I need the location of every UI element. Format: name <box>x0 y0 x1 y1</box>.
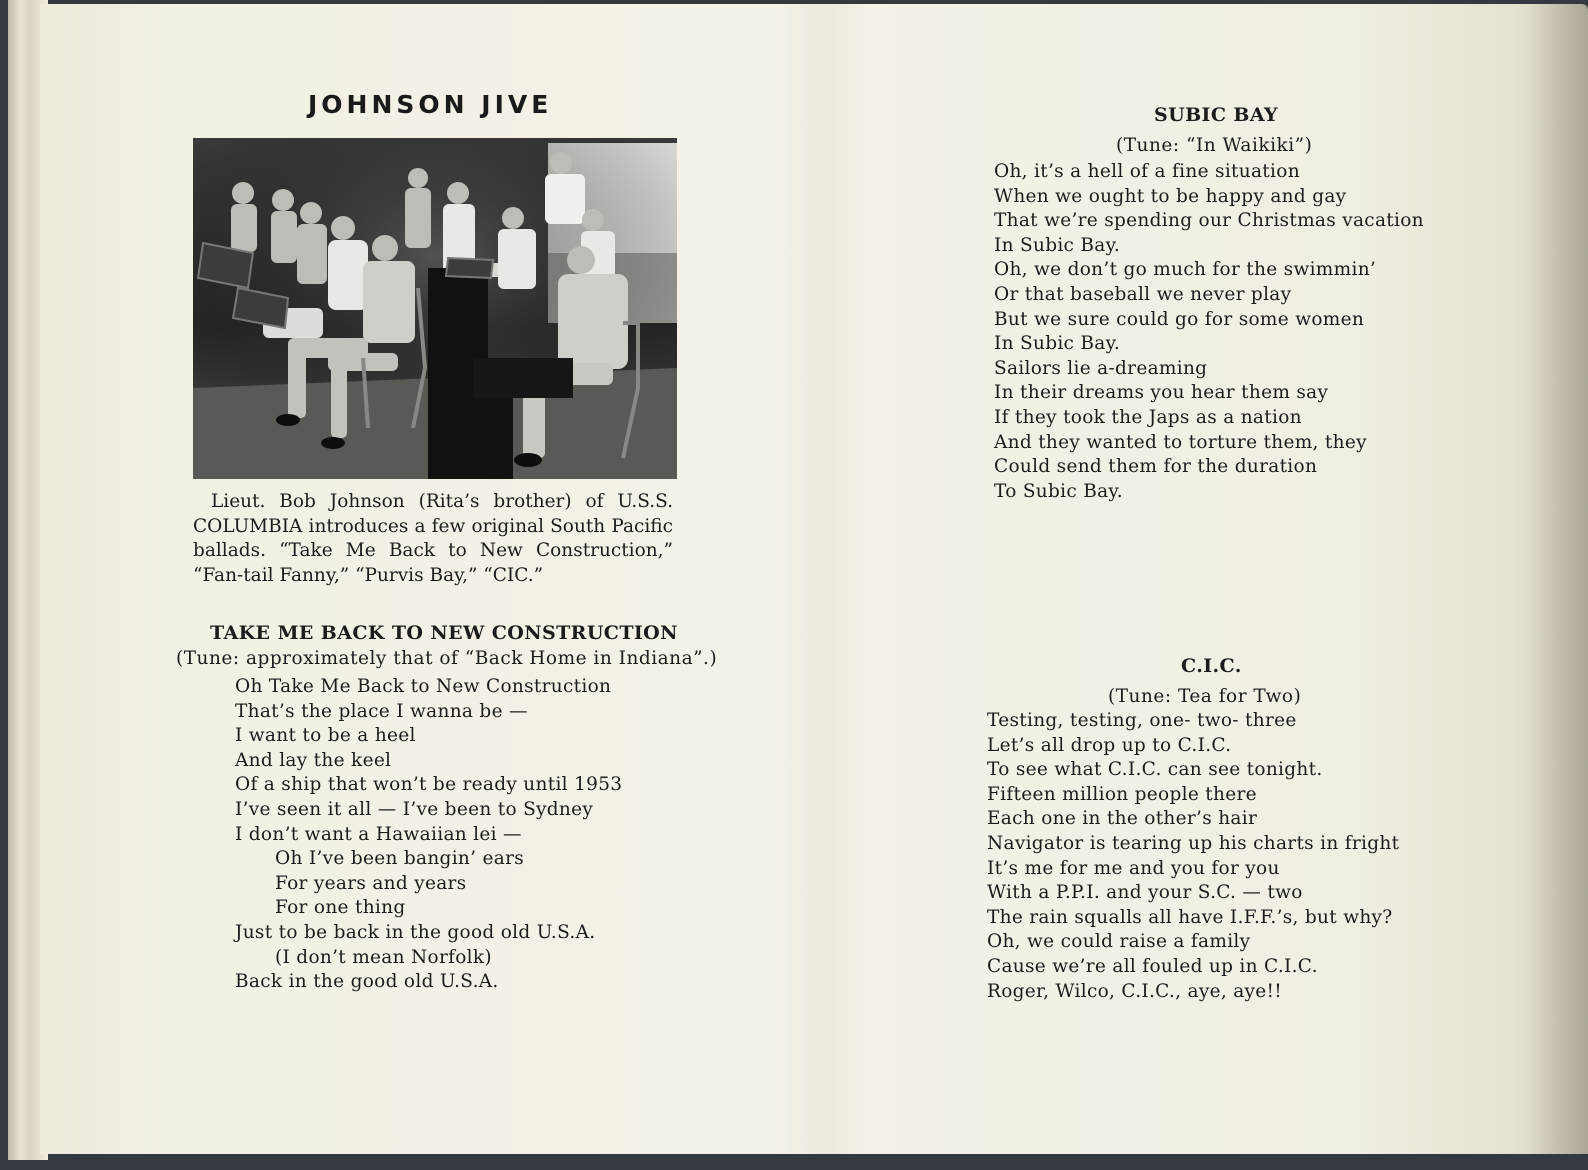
photo-caption-text: Lieut. Bob Johnson (Rita’s brother) of U.S.S. COLUMBIA introduces a few original South Pacific ballads. “Take Me Back to New Construction,” “Fan-tail Fanny,” “Purvis Bay,” “CIC.” <box>193 491 673 586</box>
lyric-line: To Subic Bay. <box>994 480 1123 502</box>
lyric-line: Testing, testing, one- two- three <box>987 710 1297 731</box>
song-title-cic: C.I.C. <box>1181 655 1242 677</box>
lyric-line: To see what C.I.C. can see tonight. <box>987 759 1323 781</box>
lyric-line: Back in the good old U.S.A. <box>235 971 499 993</box>
lyric-line: In Subic Bay. <box>994 333 1121 355</box>
lyric-line: In their dreams you hear them say <box>994 382 1329 404</box>
lyric-line: (I don’t mean Norfolk) <box>275 946 492 968</box>
lyric-line: Fifteen million people there <box>987 783 1257 805</box>
lyric-line: And they wanted to torture them, they <box>994 431 1367 453</box>
lyric-line: Let’s all drop up to C.I.C. <box>987 734 1232 756</box>
lyric-line: Oh, we don’t go much for the swimmin’ <box>994 259 1377 281</box>
lyric-line: Oh I’ve been bangin’ ears <box>275 848 525 870</box>
song-tune-cic: (Tune: Tea for Two) <box>1108 686 1302 707</box>
lyric-line: When we ought to be happy and gay <box>994 185 1347 207</box>
lyric-line: Oh, we could raise a family <box>987 931 1251 953</box>
lyric-line: Or that baseball we never play <box>994 283 1292 305</box>
lyric-line: Each one in the other’s hair <box>987 808 1258 830</box>
lyric-line: Navigator is tearing up his charts in fright <box>987 832 1400 854</box>
lyric-line: Oh Take Me Back to New Construction <box>235 676 612 697</box>
lyric-line: I want to be a heel <box>235 725 416 747</box>
lyric-line: Cause we’re all fouled up in C.I.C. <box>987 955 1318 977</box>
lyric-line: For years and years <box>275 872 467 894</box>
song-tune-new-construction: (Tune: approximately that of “Back Home in Indiana”.) <box>176 648 718 669</box>
lyrics-new-construction <box>235 675 622 995</box>
lyric-line: Could send them for the duration <box>994 456 1318 478</box>
song-tune-subic-bay: (Tune: “In Waikiki”) <box>1116 135 1313 156</box>
lyric-line: With a P.P.I. and your S.C. — two <box>987 882 1303 904</box>
lyric-line: If they took the Japs as a nation <box>994 406 1302 428</box>
lyric-line: But we sure could go for some women <box>994 308 1365 330</box>
song-title-subic-bay: SUBIC BAY <box>1154 104 1278 126</box>
lyric-line: For one thing <box>275 897 406 919</box>
lyric-line: Just to be back in the good old U.S.A. <box>235 921 596 943</box>
lyric-line: The rain squalls all have I.F.F.’s, but why? <box>987 906 1393 928</box>
page-title: JOHNSON JIVE <box>308 90 553 119</box>
lyric-line: That we’re spending our Christmas vacation <box>994 210 1424 232</box>
lyric-line: That’s the place I wanna be — <box>235 700 528 722</box>
band-photo <box>193 138 677 479</box>
lyric-line: I don’t want a Hawaiian lei — <box>235 823 522 845</box>
lyric-line: I’ve seen it all — I’ve been to Sydney <box>235 798 594 820</box>
band-photo-image <box>193 138 677 479</box>
lyrics-cic <box>987 709 1399 1004</box>
lyric-line: In Subic Bay. <box>994 234 1121 256</box>
lyrics-subic-bay <box>994 160 1424 504</box>
page-curl-shadow <box>1528 4 1588 1154</box>
lyric-line: Of a ship that won’t be ready until 1953 <box>235 774 623 796</box>
book-gutter <box>780 4 870 1154</box>
lyric-line: Sailors lie a-dreaming <box>994 357 1208 379</box>
lyric-line: It’s me for me and you for you <box>987 857 1280 879</box>
lyric-line: Oh, it’s a hell of a fine situation <box>994 161 1300 182</box>
lyric-line: Roger, Wilco, C.I.C., aye, aye!! <box>987 980 1283 1002</box>
lyric-line: And lay the keel <box>235 749 392 771</box>
photo-caption <box>193 490 673 588</box>
song-title-new-construction: TAKE ME BACK TO NEW CONSTRUCTION <box>210 622 678 644</box>
